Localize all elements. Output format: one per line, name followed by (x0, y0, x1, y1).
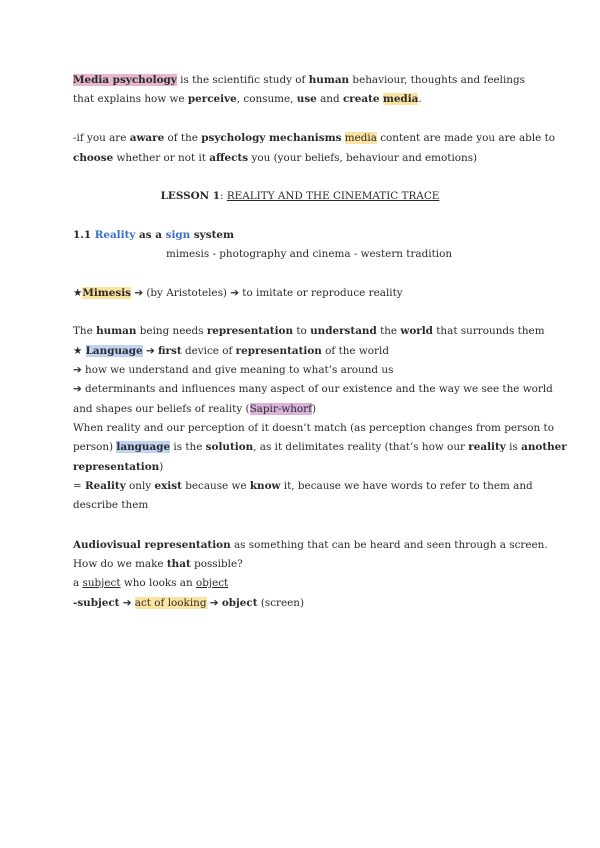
bold-term: Reality (94, 229, 136, 241)
awareness-line-2 (73, 151, 477, 165)
representation-line (73, 479, 533, 493)
bold-term: as a (135, 229, 166, 241)
text-run: ➔ (by Aristoteles) ➔ to imitate or reproduce reality (131, 287, 403, 299)
bold-term: exist (154, 480, 182, 492)
text-run: to (293, 325, 311, 337)
text-run: subject (82, 577, 121, 589)
text-run: person) (73, 441, 117, 453)
mimesis-subtitle (166, 247, 452, 261)
text-run: object (195, 577, 229, 589)
text-run: mimesis - photography and cinema - western tradition (166, 248, 453, 260)
representation-line (73, 344, 389, 358)
text-run: REALITY AND THE CINEMATIC TRACE (226, 190, 440, 202)
text-run: -if you are (73, 132, 130, 144)
bold-term: choose (73, 152, 114, 164)
representation-line (73, 498, 148, 512)
audiovisual-line (73, 538, 548, 552)
highlighted-term: Language (85, 345, 143, 357)
audiovisual-line (73, 596, 304, 610)
audiovisual-line (73, 576, 228, 590)
representation-line (73, 324, 545, 338)
text-run: a (73, 577, 83, 589)
bold-term: use (296, 93, 317, 105)
text-run: content are made you are able to (376, 132, 556, 144)
text-run: and shapes our beliefs of reality ( (73, 403, 250, 415)
bold-term: representation (73, 461, 160, 473)
intro-line-2 (73, 92, 422, 106)
text-run: The (73, 325, 97, 337)
text-run: only (125, 480, 155, 492)
highlighted-term: Sapir-whorf (249, 403, 312, 415)
bold-term: Reality (85, 480, 126, 492)
bold-term: object (221, 597, 258, 609)
bold-term: psychology mechanisms (201, 132, 342, 144)
text-run: that explains how we (73, 93, 188, 105)
text-run: whether or not it (113, 152, 210, 164)
text-run: is (505, 441, 522, 453)
representation-line (73, 402, 316, 416)
text-run: device of (181, 345, 236, 357)
text-run: behaviour, thoughts and feelings (349, 74, 525, 86)
bold-term: -subject (73, 597, 120, 609)
bold-term: another (521, 441, 567, 453)
text-run: of the (164, 132, 202, 144)
text-run: being needs (136, 325, 207, 337)
highlighted-term: media (344, 132, 377, 144)
bold-term: affects (209, 152, 249, 164)
highlighted-term: Mimesis (82, 287, 132, 299)
text-run: as something that can be heard and seen through a screen. (230, 539, 548, 551)
text-run: = (73, 480, 86, 492)
bold-term: that (166, 558, 191, 570)
text-run: ) (311, 403, 317, 415)
text-run: it, because we have words to refer to them and (280, 480, 533, 492)
highlighted-term: act of looking (134, 597, 207, 609)
text-run: ★ (73, 287, 83, 299)
text-run: : (220, 190, 227, 202)
representation-line (73, 421, 554, 435)
text-run: (screen) (257, 597, 305, 609)
bold-term: understand (310, 325, 377, 337)
bold-term: sign (165, 229, 191, 241)
audiovisual-line (73, 557, 243, 571)
bold-term: aware (129, 132, 165, 144)
text-run: describe them (73, 499, 149, 511)
highlighted-term: language (116, 441, 171, 453)
text-run: ★ (73, 345, 86, 357)
text-run: possible? (190, 558, 243, 570)
text-run: How do we make (73, 558, 167, 570)
bold-term: LESSON 1 (160, 190, 221, 202)
text-run: of the world (321, 345, 389, 357)
bold-term: Audiovisual representation (73, 539, 231, 551)
representation-line (73, 382, 553, 396)
bold-term: create (342, 93, 380, 105)
text-run: ➔ (119, 597, 135, 609)
bold-term: know (249, 480, 281, 492)
section-heading-1-1 (73, 228, 234, 242)
text-run: ➔ (206, 597, 222, 609)
bold-term: system (190, 229, 234, 241)
representation-line (73, 460, 163, 474)
intro-line-1 (73, 73, 525, 87)
text-run: . (418, 93, 422, 105)
text-run: you (your beliefs, behaviour and emotions) (248, 152, 478, 164)
bold-term: solution (205, 441, 254, 453)
bold-term: reality (468, 441, 506, 453)
text-run: is the scientific study of (176, 74, 309, 86)
bold-term: perceive (187, 93, 237, 105)
bold-term: human (96, 325, 137, 337)
representation-line (73, 363, 393, 377)
highlighted-term: Media psychology (73, 74, 177, 86)
text-run: is the (170, 441, 206, 453)
highlighted-term: media (382, 93, 419, 105)
text-run: When reality and our perception of it doesn’t match (as perception changes from person to (73, 422, 554, 434)
text-run: the (376, 325, 401, 337)
lesson-title (0, 189, 600, 203)
bold-term: first (157, 345, 182, 357)
text-run: ) (159, 461, 164, 473)
bold-term: world (400, 325, 433, 337)
bold-term: representation (206, 325, 294, 337)
text-run: , as it delimitates reality (that’s how our (253, 441, 469, 453)
text-run: that surrounds them (432, 325, 545, 337)
representation-line (73, 440, 567, 454)
text-run: ➔ how we understand and give meaning to what’s around us (73, 364, 394, 376)
text-run: ➔ determinants and influences many aspect of our existence and the way we see the world (73, 383, 553, 395)
bold-term: human (308, 74, 350, 86)
awareness-line-1 (73, 131, 555, 145)
text-run: ➔ (142, 345, 158, 357)
bold-term: 1.1 (73, 229, 95, 241)
text-run: who looks an (120, 577, 196, 589)
text-run: because we (181, 480, 250, 492)
text-run: , consume, (236, 93, 297, 105)
bold-term: representation (235, 345, 322, 357)
mimesis-definition (73, 286, 403, 300)
text-run: and (316, 93, 343, 105)
